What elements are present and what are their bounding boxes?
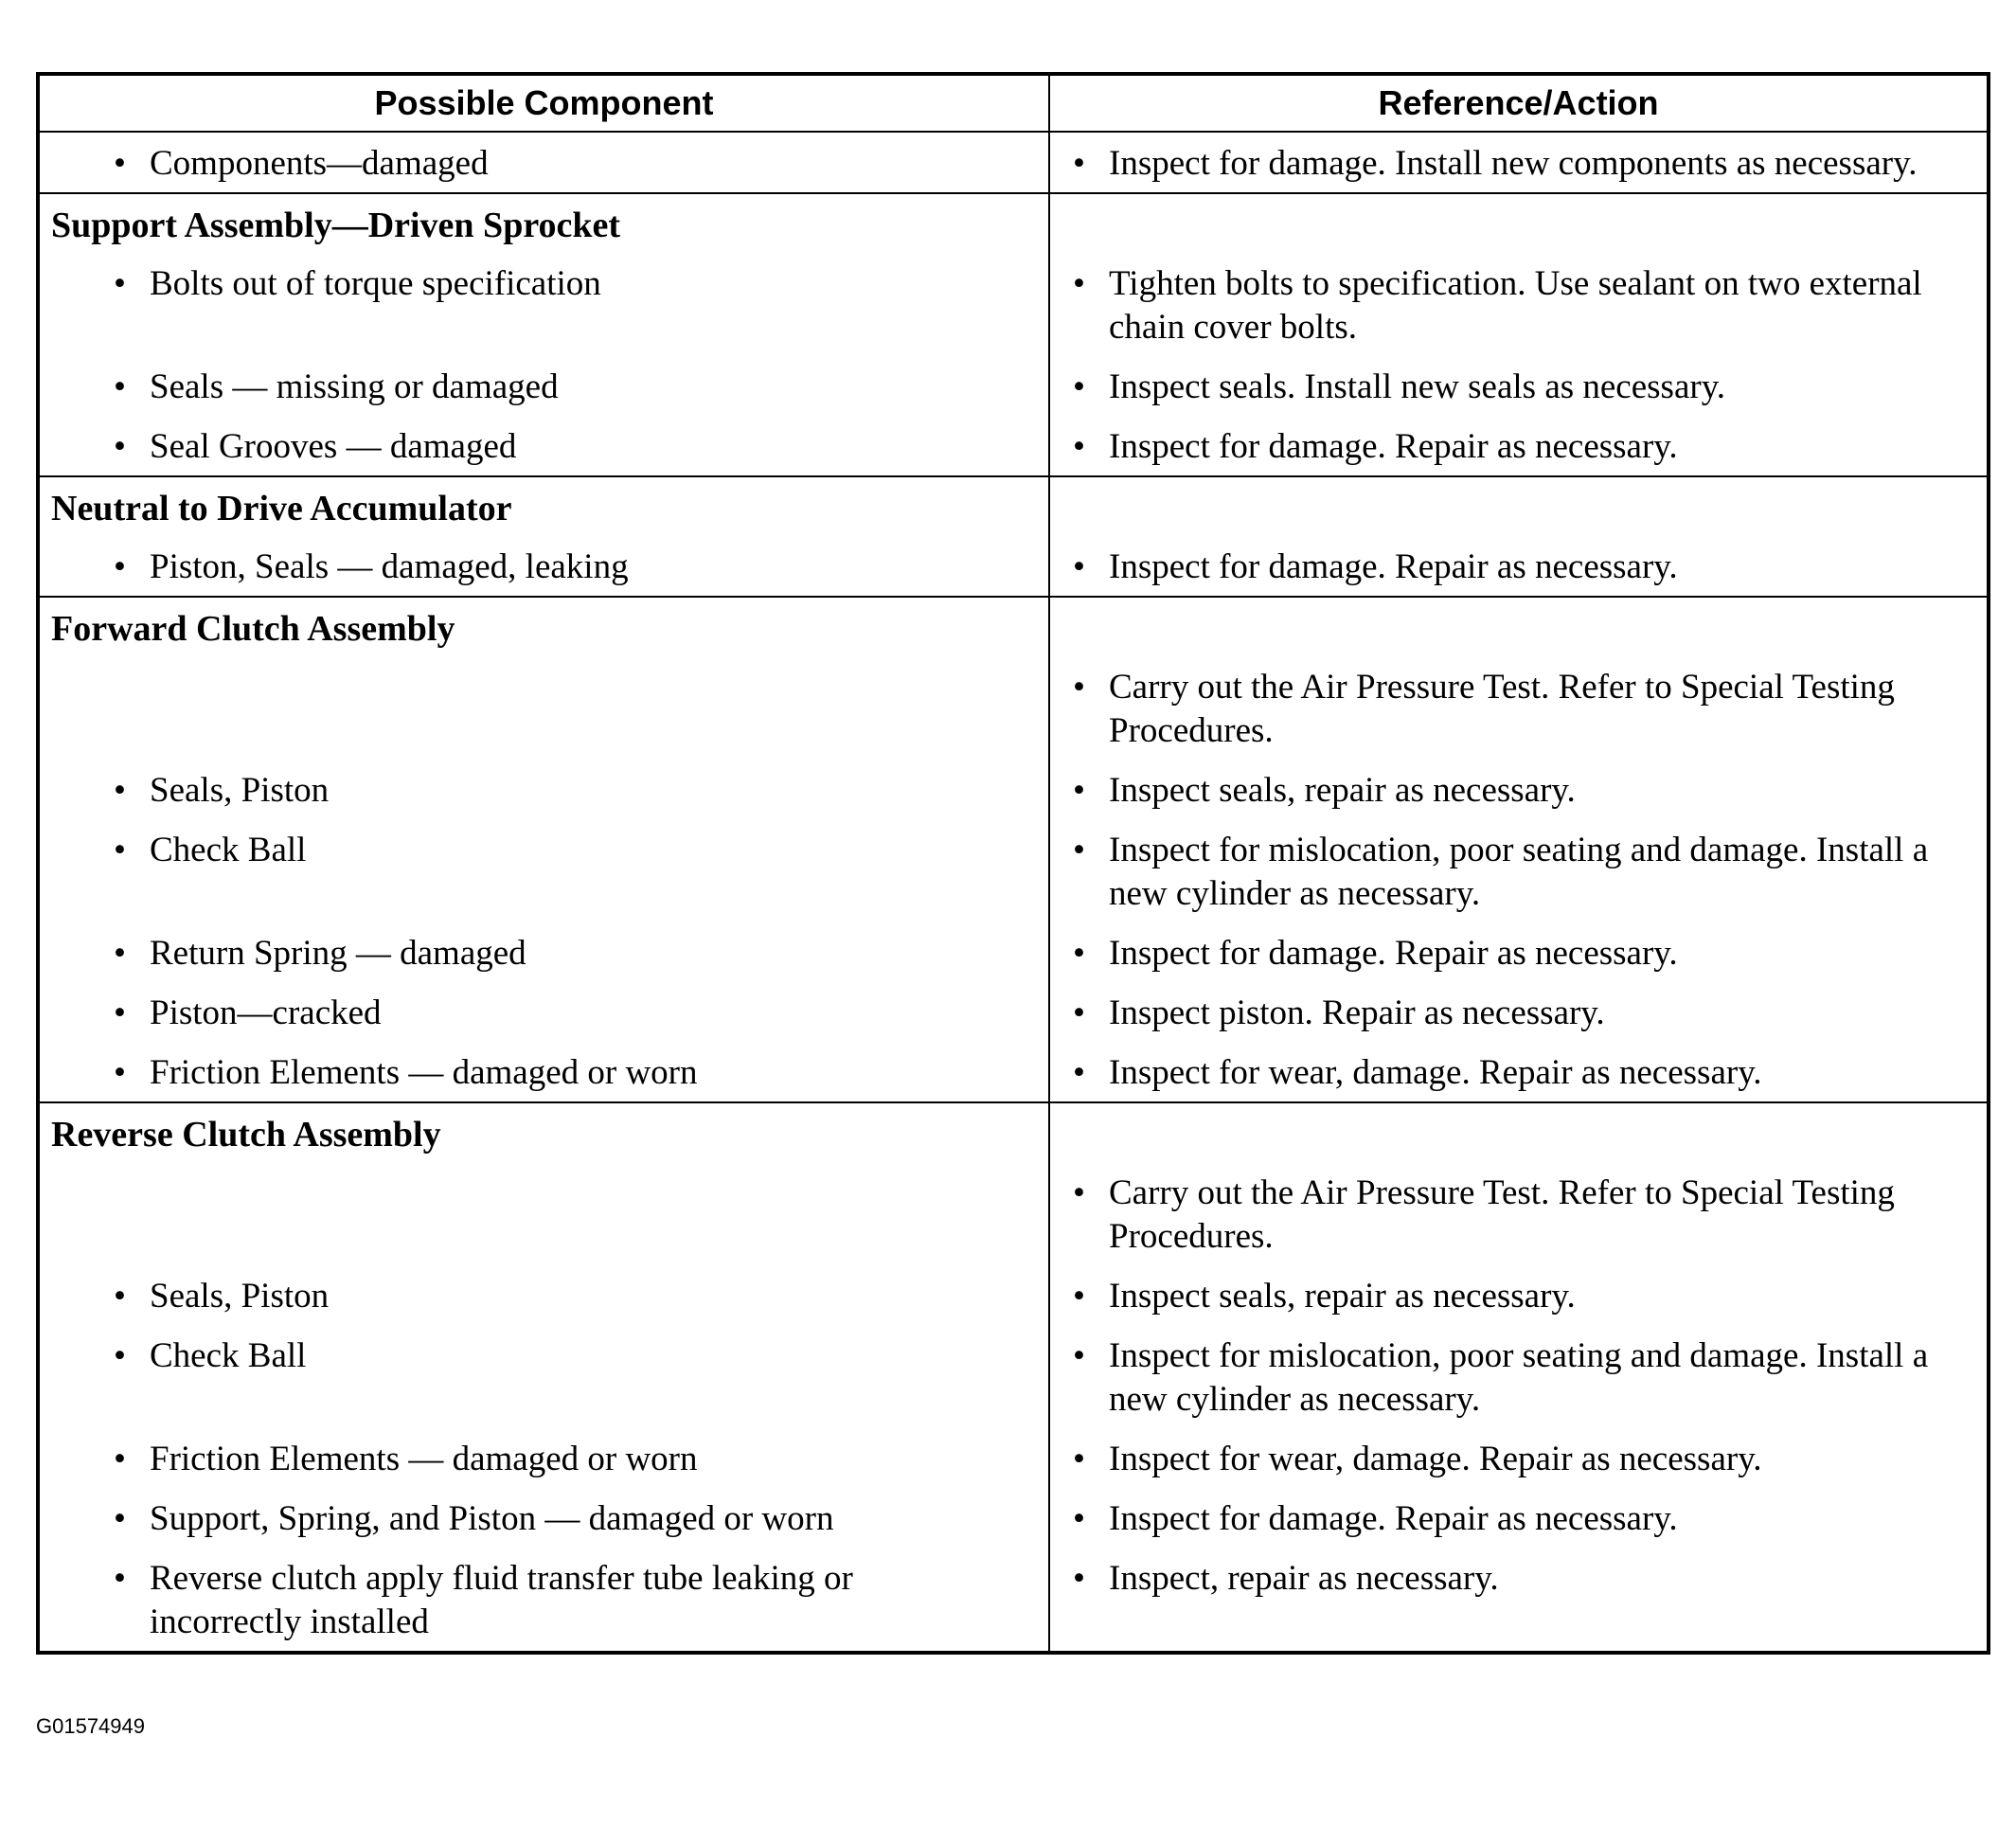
table-row — [38, 1428, 1989, 1488]
action-text: • Inspect for damage. Install new components as necessary. — [1050, 133, 1987, 192]
diagnosis-table — [36, 72, 1990, 1655]
table-row — [38, 1042, 1989, 1102]
header-reference-action: Reference/Action — [1049, 74, 1989, 132]
component-cell — [38, 416, 1049, 476]
action-cell — [1049, 760, 1989, 819]
component-cell — [38, 922, 1049, 982]
component-cell — [38, 1265, 1049, 1325]
action-text: • Inspect, repair as necessary. — [1050, 1548, 1987, 1607]
component-text: • Support, Spring, and Piston — damaged or worn — [40, 1488, 1048, 1548]
action-text: • Inspect piston. Repair as necessary. — [1050, 982, 1987, 1042]
action-cell — [1049, 536, 1989, 597]
action-text: • Inspect for damage. Repair as necessary. — [1050, 536, 1987, 596]
group-header-row — [38, 1102, 1989, 1162]
action-cell — [1049, 1428, 1989, 1488]
group-header-row — [38, 597, 1989, 656]
action-text: • Carry out the Air Pressure Test. Refer to Special Testing Procedures. — [1050, 656, 1987, 760]
action-cell — [1049, 1265, 1989, 1325]
table-row — [38, 416, 1989, 476]
component-text: • Check Ball — [40, 1325, 1048, 1385]
action-cell — [1049, 356, 1989, 416]
action-text: • Inspect for mislocation, poor seating and damage. Install a new cylinder as necessary. — [1050, 819, 1987, 922]
component-text: • Friction Elements — damaged or worn — [40, 1428, 1048, 1488]
component-text: • Seal Grooves — damaged — [40, 416, 1048, 475]
table-row — [38, 132, 1989, 193]
group-title: Forward Clutch Assembly — [51, 609, 455, 649]
action-text: • Inspect for damage. Repair as necessary. — [1050, 1488, 1987, 1548]
action-text: • Inspect seals. Install new seals as necessary. — [1050, 356, 1987, 416]
component-cell — [38, 356, 1049, 416]
table-row — [38, 253, 1989, 356]
action-cell — [1049, 1488, 1989, 1548]
group-header-row — [38, 476, 1989, 536]
action-text: • Inspect for wear, damage. Repair as necessary. — [1050, 1428, 1987, 1488]
table-row — [38, 1265, 1989, 1325]
diagnosis-table-container — [36, 72, 1987, 1655]
table-body — [38, 132, 1989, 1653]
component-cell — [38, 536, 1049, 597]
table-row — [38, 982, 1989, 1042]
table-row — [38, 922, 1989, 982]
table-row — [38, 656, 1989, 760]
component-text: • Check Ball — [40, 819, 1048, 879]
action-text: • Inspect for mislocation, poor seating and damage. Install a new cylinder as necessary. — [1050, 1325, 1987, 1428]
action-cell — [1049, 819, 1989, 922]
action-cell — [1049, 1548, 1989, 1653]
table-row — [38, 1548, 1989, 1653]
component-cell — [38, 1428, 1049, 1488]
action-cell — [1049, 982, 1989, 1042]
action-cell — [1049, 1325, 1989, 1428]
component-cell — [38, 982, 1049, 1042]
group-header-row — [38, 193, 1989, 253]
action-text: • Inspect for damage. Repair as necessary. — [1050, 922, 1987, 982]
table-row — [38, 760, 1989, 819]
component-cell — [38, 1162, 1049, 1265]
action-cell — [1049, 132, 1989, 193]
action-cell — [1049, 922, 1989, 982]
component-cell — [38, 1548, 1049, 1653]
component-cell — [38, 253, 1049, 356]
action-cell — [1049, 253, 1989, 356]
action-text: • Tighten bolts to specification. Use sealant on two external chain cover bolts. — [1050, 253, 1987, 356]
component-text: • Return Spring — damaged — [40, 922, 1048, 982]
table-row — [38, 1325, 1989, 1428]
table-row — [38, 819, 1989, 922]
component-cell — [38, 132, 1049, 193]
table-row — [38, 356, 1989, 416]
component-cell — [38, 1488, 1049, 1548]
table-row — [38, 536, 1989, 597]
component-text: • Seals, Piston — [40, 1265, 1048, 1325]
component-text: • Friction Elements — damaged or worn — [40, 1042, 1048, 1101]
action-text: • Carry out the Air Pressure Test. Refer to Special Testing Procedures. — [1050, 1162, 1987, 1265]
component-cell — [38, 819, 1049, 922]
table-header-row — [38, 74, 1989, 132]
action-cell — [1049, 656, 1989, 760]
group-title: Support Assembly—Driven Sprocket — [51, 206, 621, 245]
component-text: • Seals — missing or damaged — [40, 356, 1048, 416]
action-text: • Inspect seals, repair as necessary. — [1050, 760, 1987, 819]
action-cell — [1049, 1162, 1989, 1265]
action-cell — [1049, 416, 1989, 476]
component-text: • Reverse clutch apply fluid transfer tube leaking or incorrectly installed — [40, 1548, 1048, 1651]
action-text: • Inspect for damage. Repair as necessary. — [1050, 416, 1987, 475]
component-text: • Seals, Piston — [40, 760, 1048, 819]
figure-code: G01574949 — [36, 1714, 145, 1738]
action-text: • Inspect seals, repair as necessary. — [1050, 1265, 1987, 1325]
action-text: • Inspect for wear, damage. Repair as necessary. — [1050, 1042, 1987, 1101]
group-title: Neutral to Drive Accumulator — [51, 489, 512, 528]
table-row — [38, 1162, 1989, 1265]
component-cell — [38, 1042, 1049, 1102]
action-cell — [1049, 1042, 1989, 1102]
table-row — [38, 1488, 1989, 1548]
component-text: • Piston, Seals — damaged, leaking — [40, 536, 1048, 596]
header-possible-component: Possible Component — [38, 74, 1049, 132]
component-cell — [38, 760, 1049, 819]
component-cell — [38, 656, 1049, 760]
component-cell — [38, 1325, 1049, 1428]
component-text: • Bolts out of torque specification — [40, 253, 1048, 313]
component-text: • Piston—cracked — [40, 982, 1048, 1042]
group-title: Reverse Clutch Assembly — [51, 1115, 441, 1155]
component-text: • Components—damaged — [40, 133, 1048, 192]
